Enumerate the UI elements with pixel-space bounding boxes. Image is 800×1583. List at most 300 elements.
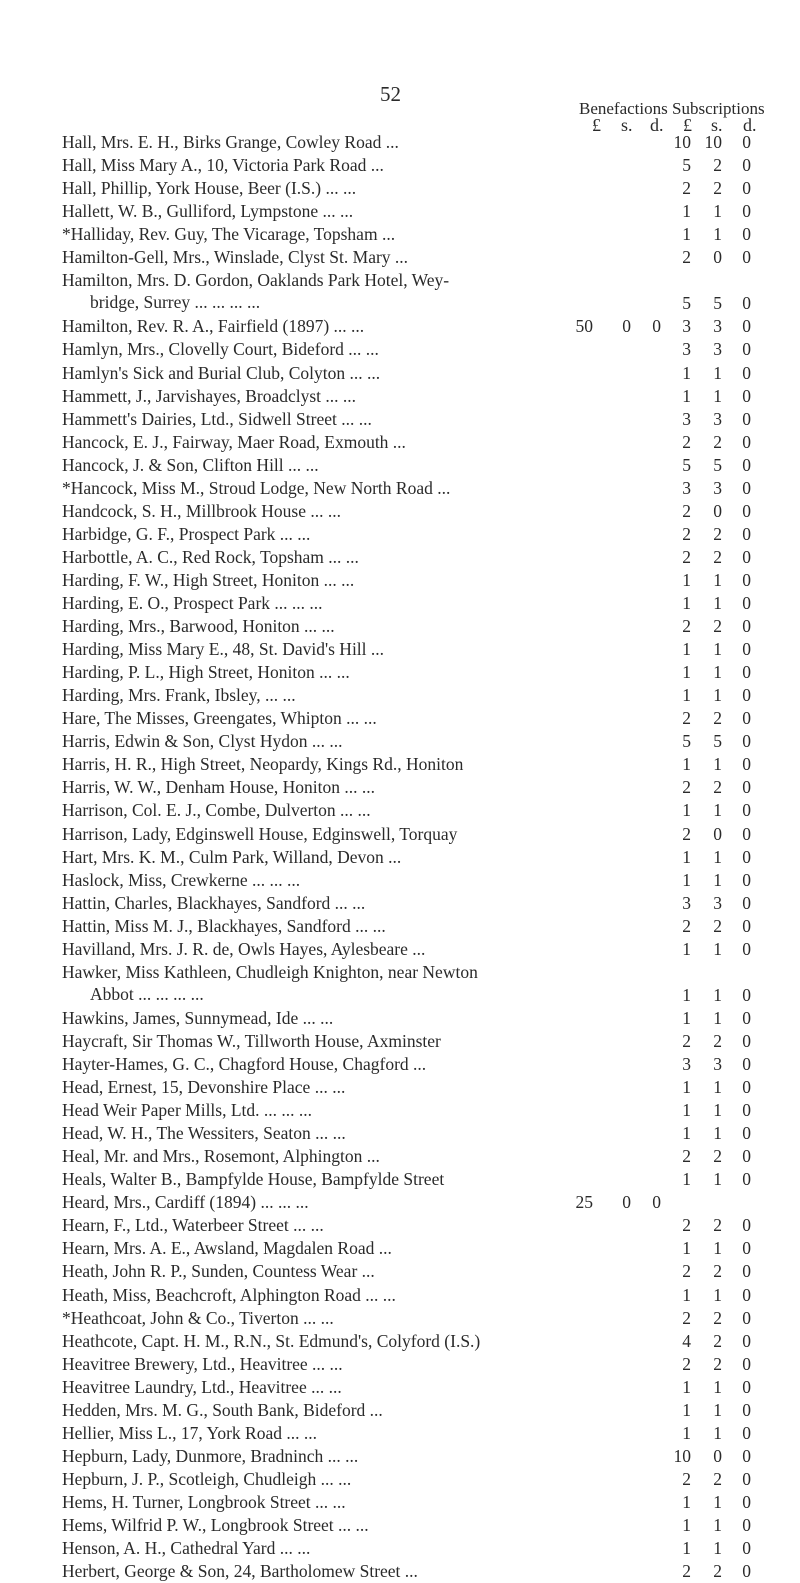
subscription-pence: 0 bbox=[742, 616, 751, 637]
subscription-pence: 0 bbox=[742, 1468, 751, 1489]
subscription-shillings: 1 bbox=[713, 362, 722, 383]
subscription-pounds: 2 bbox=[682, 777, 691, 798]
subscription-pounds: 2 bbox=[682, 1468, 691, 1489]
subscription-pounds: 2 bbox=[682, 1353, 691, 1374]
subscription-pence: 0 bbox=[742, 915, 751, 936]
subscription-shillings: 1 bbox=[713, 1169, 722, 1190]
subscription-pounds: 3 bbox=[682, 1054, 691, 1074]
subscription-shillings: 1 bbox=[713, 201, 722, 222]
subscription-pounds: 2 bbox=[682, 915, 691, 936]
entry-name: Hattin, Miss M. J., Blackhayes, Sandford ... ... bbox=[62, 915, 386, 936]
table-row bbox=[0, 730, 800, 753]
entry-name: Handcock, S. H., Millbrook House ... ... bbox=[62, 500, 342, 521]
subscription-pounds: 1 bbox=[682, 1169, 691, 1190]
subscription-shillings: 2 bbox=[713, 1146, 722, 1167]
subscription-pence: 0 bbox=[742, 1215, 751, 1236]
table-row bbox=[0, 223, 800, 246]
subscription-shillings: 0 bbox=[713, 823, 722, 844]
subscription-pounds: 5 bbox=[682, 293, 691, 314]
subscription-shillings: 1 bbox=[713, 224, 722, 245]
subscription-pence: 0 bbox=[742, 1261, 751, 1282]
subscription-pence: 0 bbox=[742, 1146, 751, 1167]
entry-name: Heathcote, Capt. H. M., R.N., St. Edmund's, Colyford (I.S.) bbox=[62, 1330, 481, 1351]
entry-name: Harding, F. W., High Street, Honiton ... ... bbox=[62, 569, 355, 590]
entry-name: Heard, Mrs., Cardiff (1894) ... ... ... bbox=[62, 1192, 309, 1213]
table-row bbox=[0, 1376, 800, 1399]
entry-name: Harbottle, A. C., Red Rock, Topsham ... ... bbox=[62, 546, 359, 567]
subscription-shillings: 3 bbox=[713, 477, 722, 498]
subscription-shillings: 1 bbox=[713, 685, 722, 706]
subscription-pence: 0 bbox=[742, 1169, 751, 1190]
entry-name: Hamlyn's Sick and Burial Club, Colyton ... ... bbox=[62, 362, 381, 383]
table-row bbox=[0, 1076, 800, 1099]
table-row bbox=[0, 454, 800, 477]
subscription-shillings: 1 bbox=[713, 1399, 722, 1420]
subscription-pence: 0 bbox=[742, 1284, 751, 1305]
entry-name: Hancock, J. & Son, Clifton Hill ... ... bbox=[62, 454, 319, 475]
subscription-pence: 0 bbox=[742, 1030, 751, 1051]
subscription-pounds: 1 bbox=[682, 1007, 691, 1028]
subscription-pence: 0 bbox=[742, 846, 751, 867]
subscription-shillings: 1 bbox=[713, 1515, 722, 1535]
subscription-pounds: 2 bbox=[682, 523, 691, 544]
entry-name: Hancock, E. J., Fairway, Maer Road, Exmouth ... bbox=[62, 431, 406, 452]
subscription-pence: 0 bbox=[742, 639, 751, 660]
subscription-shillings: 3 bbox=[713, 316, 722, 337]
entry-name: Hare, The Misses, Greengates, Whipton ... ... bbox=[62, 708, 377, 729]
table-row bbox=[0, 1560, 800, 1583]
subscription-shillings: 2 bbox=[713, 546, 722, 567]
subscription-pence: 0 bbox=[742, 823, 751, 844]
table-row bbox=[0, 1145, 800, 1168]
unit-shillings-subscriptions: s. bbox=[711, 115, 723, 135]
subscription-shillings: 2 bbox=[713, 915, 722, 936]
entry-name: Hedden, Mrs. M. G., South Bank, Bideford ... bbox=[62, 1399, 383, 1420]
subscription-pounds: 1 bbox=[682, 938, 691, 959]
subscription-shillings: 2 bbox=[713, 431, 722, 452]
table-row bbox=[0, 1260, 800, 1283]
table-row bbox=[0, 1445, 800, 1468]
subscription-pence: 0 bbox=[742, 362, 751, 383]
subscription-pounds: 1 bbox=[682, 1538, 691, 1559]
subscription-pence: 0 bbox=[742, 1491, 751, 1512]
entry-name: Hall, Miss Mary A., 10, Victoria Park Road ... bbox=[62, 155, 384, 176]
table-row bbox=[0, 1422, 800, 1445]
entry-name: Head, Ernest, 15, Devonshire Place ... ... bbox=[62, 1077, 346, 1098]
subscription-shillings: 2 bbox=[713, 1468, 722, 1489]
subscription-pounds: 3 bbox=[682, 339, 691, 360]
table-row bbox=[0, 753, 800, 776]
subscription-shillings: 1 bbox=[713, 1007, 722, 1028]
subscription-shillings: 2 bbox=[713, 616, 722, 637]
subscription-shillings: 2 bbox=[713, 1307, 722, 1328]
entry-name: Haslock, Miss, Crewkerne ... ... ... bbox=[62, 869, 301, 890]
subscription-pence: 0 bbox=[742, 1538, 751, 1559]
table-row bbox=[0, 823, 800, 846]
subscription-pence: 0 bbox=[742, 224, 751, 245]
subscription-shillings: 1 bbox=[713, 846, 722, 867]
subscription-pence: 0 bbox=[742, 800, 751, 821]
entry-name: Hamilton-Gell, Mrs., Winslade, Clyst St. Mary ... bbox=[62, 247, 409, 268]
subscription-shillings: 1 bbox=[713, 1376, 722, 1397]
subscription-pounds: 2 bbox=[682, 178, 691, 199]
subscription-shillings: 5 bbox=[713, 731, 722, 752]
subscription-shillings: 1 bbox=[713, 1284, 722, 1305]
subscription-shillings: 3 bbox=[713, 1054, 722, 1074]
entry-name: Hepburn, Lady, Dunmore, Bradninch ... ... bbox=[62, 1445, 359, 1466]
subscription-pounds: 2 bbox=[682, 1307, 691, 1328]
table-row bbox=[0, 1537, 800, 1560]
subscription-pounds: 1 bbox=[682, 1515, 691, 1535]
table-row bbox=[0, 315, 800, 338]
subscription-pence: 0 bbox=[742, 777, 751, 798]
table-row bbox=[0, 661, 800, 684]
table-row bbox=[0, 408, 800, 431]
entry-name: Harding, E. O., Prospect Park ... ... ... bbox=[62, 593, 323, 613]
subscription-pence: 0 bbox=[742, 754, 751, 775]
entry-name: Heavitree Laundry, Ltd., Heavitree ... ... bbox=[62, 1376, 342, 1397]
subscription-pounds: 3 bbox=[682, 477, 691, 498]
subscription-pence: 0 bbox=[742, 431, 751, 452]
subscription-pence: 0 bbox=[742, 938, 751, 959]
subscription-pounds: 1 bbox=[682, 1376, 691, 1397]
table-row bbox=[0, 1053, 800, 1076]
subscription-pounds: 2 bbox=[682, 546, 691, 567]
entry-name: Harris, H. R., High Street, Neopardy, Kings Rd., Honiton bbox=[62, 754, 464, 775]
subscription-pence: 0 bbox=[742, 569, 751, 590]
entry-name: Hamlyn, Mrs., Clovelly Court, Bideford ... ... bbox=[62, 339, 379, 360]
table-row bbox=[0, 1353, 800, 1376]
subscription-shillings: 1 bbox=[713, 1077, 722, 1098]
unit-pound-subscriptions: £ bbox=[683, 115, 692, 135]
entry-name: Havilland, Mrs. J. R. de, Owls Hayes, Aylesbeare ... bbox=[62, 938, 426, 959]
subscription-pence: 0 bbox=[742, 1376, 751, 1397]
subscription-pounds: 10 bbox=[673, 132, 691, 152]
subscription-pounds: 1 bbox=[682, 869, 691, 890]
entry-name: Harris, W. W., Denham House, Honiton ... ... bbox=[62, 777, 376, 798]
entry-name: Hallett, W. B., Gulliford, Lympstone ... ... bbox=[62, 201, 354, 222]
benefaction-shillings: 0 bbox=[622, 1192, 631, 1213]
subscription-shillings: 1 bbox=[713, 639, 722, 660]
entry-name: Hawkins, James, Sunnymead, Ide ... ... bbox=[62, 1007, 334, 1028]
table-row bbox=[0, 177, 800, 200]
subscription-shillings: 0 bbox=[713, 247, 722, 268]
subscription-shillings: 5 bbox=[713, 293, 722, 314]
table-row bbox=[0, 569, 800, 592]
entry-name: Harrison, Lady, Edginswell House, Edginswell, Torquay bbox=[62, 823, 458, 844]
entry-name: *Halliday, Rev. Guy, The Vicarage, Topsham ... bbox=[62, 224, 396, 245]
subscription-pence: 0 bbox=[742, 247, 751, 268]
subscription-pounds: 5 bbox=[682, 454, 691, 475]
entry-name: Harrison, Col. E. J., Combe, Dulverton ... ... bbox=[62, 800, 371, 821]
subscription-shillings: 2 bbox=[713, 1215, 722, 1236]
entry-name: Heal, Mr. and Mrs., Rosemont, Alphington ... bbox=[62, 1146, 380, 1167]
subscription-pence: 0 bbox=[742, 662, 751, 683]
table-row bbox=[0, 592, 800, 615]
subscription-pounds: 1 bbox=[682, 984, 691, 1005]
subscription-pence: 0 bbox=[742, 293, 751, 314]
table-row bbox=[0, 1330, 800, 1353]
subscription-pounds: 1 bbox=[682, 1100, 691, 1121]
subscription-pence: 0 bbox=[742, 454, 751, 475]
subscription-pounds: 1 bbox=[682, 1284, 691, 1305]
entry-name: Head Weir Paper Mills, Ltd. ... ... ... bbox=[62, 1100, 313, 1121]
subscription-pounds: 2 bbox=[682, 1030, 691, 1051]
subscription-pounds: 2 bbox=[682, 823, 691, 844]
subscription-pounds: 2 bbox=[682, 616, 691, 637]
subscription-shillings: 1 bbox=[713, 800, 722, 821]
subscription-shillings: 1 bbox=[713, 662, 722, 683]
subscription-pounds: 3 bbox=[682, 892, 691, 913]
entry-name: Hart, Mrs. K. M., Culm Park, Willand, Devon ... bbox=[62, 846, 402, 867]
subscription-pounds: 1 bbox=[682, 1238, 691, 1259]
table-row bbox=[0, 1191, 800, 1214]
subscription-pence: 0 bbox=[742, 316, 751, 337]
subscription-shillings: 5 bbox=[713, 454, 722, 475]
subscription-shillings: 1 bbox=[713, 593, 722, 613]
subscription-pence: 0 bbox=[742, 201, 751, 222]
benefaction-pounds: 50 bbox=[575, 316, 593, 337]
entry-name: Harding, Miss Mary E., 48, St. David's Hill ... bbox=[62, 639, 385, 660]
benefaction-pounds: 25 bbox=[575, 1192, 593, 1213]
subscription-shillings: 3 bbox=[713, 339, 722, 360]
subscription-pounds: 1 bbox=[682, 593, 691, 613]
table-row bbox=[0, 938, 800, 961]
subscription-pounds: 5 bbox=[682, 155, 691, 176]
table-row bbox=[0, 638, 800, 661]
subscription-pounds: 2 bbox=[682, 431, 691, 452]
subscription-pence: 0 bbox=[742, 708, 751, 729]
entry-name: Haycraft, Sir Thomas W., Tillworth House, Axminster bbox=[62, 1030, 441, 1051]
subscription-shillings: 2 bbox=[713, 178, 722, 199]
subscription-shillings: 1 bbox=[713, 1238, 722, 1259]
subscription-pounds: 2 bbox=[682, 1561, 691, 1582]
subscription-pounds: 2 bbox=[682, 1215, 691, 1236]
entry-name: Hearn, F., Ltd., Waterbeer Street ... ... bbox=[62, 1215, 324, 1236]
table-row bbox=[0, 1237, 800, 1260]
subscription-shillings: 1 bbox=[713, 754, 722, 775]
subscription-pence: 0 bbox=[742, 1307, 751, 1328]
table-row bbox=[0, 1122, 800, 1145]
entry-name: Heath, Miss, Beachcroft, Alphington Road ... ... bbox=[62, 1284, 396, 1305]
table-row bbox=[0, 846, 800, 869]
table-row bbox=[0, 1030, 800, 1053]
entry-name: Henson, A. H., Cathedral Yard ... ... bbox=[62, 1538, 311, 1559]
subscription-pence: 0 bbox=[742, 1007, 751, 1028]
entry-name: Hattin, Charles, Blackhayes, Sandford ... ... bbox=[62, 892, 366, 913]
entry-name: Harris, Edwin & Son, Clyst Hydon ... ... bbox=[62, 731, 343, 752]
subscription-shillings: 10 bbox=[704, 132, 722, 152]
subscription-pence: 0 bbox=[742, 593, 751, 613]
subscriptions-header: Subscriptions bbox=[672, 99, 765, 118]
subscription-pounds: 1 bbox=[682, 385, 691, 406]
entry-name: *Heathcoat, John & Co., Tiverton ... ... bbox=[62, 1307, 334, 1328]
subscription-pence: 0 bbox=[742, 500, 751, 521]
subscription-pounds: 5 bbox=[682, 731, 691, 752]
subscription-pounds: 1 bbox=[682, 224, 691, 245]
subscription-pence: 0 bbox=[742, 685, 751, 706]
page-number: 52 bbox=[380, 82, 401, 106]
table-row bbox=[0, 431, 800, 454]
table-row bbox=[0, 1284, 800, 1307]
subscription-pounds: 1 bbox=[682, 800, 691, 821]
benefaction-pence: 0 bbox=[652, 316, 661, 337]
subscription-pence: 0 bbox=[742, 1422, 751, 1443]
subscription-shillings: 1 bbox=[713, 1422, 722, 1443]
table-row bbox=[0, 154, 800, 177]
subscription-pence: 0 bbox=[742, 731, 751, 752]
table-row bbox=[0, 776, 800, 799]
subscription-shillings: 1 bbox=[713, 869, 722, 890]
subscription-pounds: 1 bbox=[682, 685, 691, 706]
table-row bbox=[0, 269, 800, 314]
subscription-pounds: 4 bbox=[682, 1330, 691, 1351]
subscription-shillings: 2 bbox=[713, 1330, 722, 1351]
subscription-pounds: 1 bbox=[682, 1422, 691, 1443]
table-row bbox=[0, 523, 800, 546]
subscription-pence: 0 bbox=[742, 132, 751, 152]
table-row bbox=[0, 961, 800, 1005]
entry-name: *Hancock, Miss M., Stroud Lodge, New North Road ... bbox=[62, 477, 451, 498]
subscription-pence: 0 bbox=[742, 1445, 751, 1466]
subscription-pence: 0 bbox=[742, 1054, 751, 1074]
table-row bbox=[0, 546, 800, 569]
entry-name: Harding, Mrs., Barwood, Honiton ... ... bbox=[62, 616, 335, 637]
subscription-pence: 0 bbox=[742, 385, 751, 406]
entry-name: Head, W. H., The Wessiters, Seaton ... ... bbox=[62, 1123, 346, 1144]
entry-name: Hawker, Miss Kathleen, Chudleigh Knighton, near Newton bbox=[62, 961, 478, 982]
table-row bbox=[0, 200, 800, 223]
subscription-pence: 0 bbox=[742, 523, 751, 544]
unit-pence-subscriptions: d. bbox=[743, 115, 757, 135]
unit-pence-benefactions: d. bbox=[650, 115, 664, 135]
table-row bbox=[0, 246, 800, 269]
subscription-pence: 0 bbox=[742, 1515, 751, 1535]
benefaction-shillings: 0 bbox=[622, 316, 631, 337]
subscription-shillings: 1 bbox=[713, 1100, 722, 1121]
subscription-pounds: 1 bbox=[682, 569, 691, 590]
subscription-pence: 0 bbox=[742, 178, 751, 199]
entry-name: Hepburn, J. P., Scotleigh, Chudleigh ... ... bbox=[62, 1468, 352, 1489]
table-row bbox=[0, 615, 800, 638]
table-row bbox=[0, 338, 800, 361]
entry-name: Herbert, George & Son, 24, Bartholomew Street ... bbox=[62, 1561, 418, 1582]
table-row bbox=[0, 1007, 800, 1030]
entry-name: Hammett's Dairies, Ltd., Sidwell Street ... ... bbox=[62, 408, 372, 429]
table-row bbox=[0, 684, 800, 707]
subscription-pounds: 2 bbox=[682, 1261, 691, 1282]
subscription-pence: 0 bbox=[742, 408, 751, 429]
subscription-shillings: 2 bbox=[713, 1030, 722, 1051]
subscription-pounds: 1 bbox=[682, 662, 691, 683]
subscription-shillings: 3 bbox=[713, 408, 722, 429]
subscription-pounds: 1 bbox=[682, 846, 691, 867]
entry-name: Hall, Phillip, York House, Beer (I.S.) ... ... bbox=[62, 178, 357, 199]
subscription-shillings: 1 bbox=[713, 1123, 722, 1144]
subscription-pounds: 3 bbox=[682, 408, 691, 429]
subscription-shillings: 2 bbox=[713, 1261, 722, 1282]
subscription-pence: 0 bbox=[742, 1100, 751, 1121]
entry-name-continuation: bridge, Surrey ... ... ... ... bbox=[90, 292, 261, 313]
entry-name: Hamilton, Mrs. D. Gordon, Oaklands Park Hotel, Wey- bbox=[62, 270, 450, 291]
entry-name: Hamilton, Rev. R. A., Fairfield (1897) ... ... bbox=[62, 316, 365, 337]
subscription-pence: 0 bbox=[742, 1399, 751, 1420]
table-row bbox=[0, 799, 800, 822]
table-row bbox=[0, 707, 800, 730]
subscription-pounds: 10 bbox=[673, 1445, 691, 1466]
subscription-shillings: 0 bbox=[713, 1445, 722, 1466]
entry-name: Harding, Mrs. Frank, Ibsley, ... ... bbox=[62, 685, 296, 706]
subscription-shillings: 1 bbox=[713, 938, 722, 959]
subscription-pounds: 1 bbox=[682, 1491, 691, 1512]
subscription-pounds: 1 bbox=[682, 639, 691, 660]
subscription-shillings: 2 bbox=[713, 523, 722, 544]
subscription-pence: 0 bbox=[742, 869, 751, 890]
table-row bbox=[0, 869, 800, 892]
table-row bbox=[0, 1214, 800, 1237]
unit-shillings-benefactions: s. bbox=[621, 115, 633, 135]
subscription-shillings: 2 bbox=[713, 155, 722, 176]
table-row bbox=[0, 1168, 800, 1191]
entry-name-continuation: Abbot ... ... ... ... bbox=[90, 983, 204, 1004]
subscription-shillings: 2 bbox=[713, 1561, 722, 1582]
subscription-pence: 0 bbox=[742, 1353, 751, 1374]
table-row bbox=[0, 131, 800, 154]
entry-name: Hems, Wilfrid P. W., Longbrook Street ... ... bbox=[62, 1515, 369, 1535]
subscription-shillings: 1 bbox=[713, 569, 722, 590]
subscription-shillings: 1 bbox=[713, 984, 722, 1005]
subscription-shillings: 1 bbox=[713, 385, 722, 406]
subscription-pence: 0 bbox=[742, 1238, 751, 1259]
table-row bbox=[0, 1099, 800, 1122]
subscription-shillings: 1 bbox=[713, 1538, 722, 1559]
table-row bbox=[0, 915, 800, 938]
subscription-pounds: 2 bbox=[682, 1146, 691, 1167]
subscription-pence: 0 bbox=[742, 339, 751, 360]
table-row bbox=[0, 477, 800, 500]
unit-pound-benefactions: £ bbox=[592, 115, 601, 135]
entry-name: Hems, H. Turner, Longbrook Street ... ... bbox=[62, 1491, 346, 1512]
subscription-shillings: 2 bbox=[713, 777, 722, 798]
subscription-pounds: 1 bbox=[682, 1399, 691, 1420]
table-row bbox=[0, 1399, 800, 1422]
subscription-pence: 0 bbox=[742, 892, 751, 913]
table-row bbox=[0, 1491, 800, 1514]
table-row bbox=[0, 385, 800, 408]
subscription-pence: 0 bbox=[742, 1561, 751, 1582]
entry-name: Harbidge, G. F., Prospect Park ... ... bbox=[62, 523, 311, 544]
table-row bbox=[0, 1307, 800, 1330]
table-row bbox=[0, 500, 800, 523]
table-row bbox=[0, 362, 800, 385]
subscription-pounds: 1 bbox=[682, 754, 691, 775]
subscription-pounds: 1 bbox=[682, 201, 691, 222]
entry-name: Hellier, Miss L., 17, York Road ... ... bbox=[62, 1422, 317, 1443]
table-row bbox=[0, 892, 800, 915]
table-row bbox=[0, 1468, 800, 1491]
entry-name: Hammett, J., Jarvishayes, Broadclyst ... ... bbox=[62, 385, 357, 406]
subscription-pounds: 1 bbox=[682, 1077, 691, 1098]
subscription-pence: 0 bbox=[742, 155, 751, 176]
subscription-shillings: 3 bbox=[713, 892, 722, 913]
entry-name: Heavitree Brewery, Ltd., Heavitree ... ... bbox=[62, 1353, 343, 1374]
entry-name: Hayter-Hames, G. C., Chagford House, Chagford ... bbox=[62, 1054, 427, 1074]
subscription-shillings: 0 bbox=[713, 500, 722, 521]
subscription-shillings: 2 bbox=[713, 708, 722, 729]
subscription-shillings: 2 bbox=[713, 1353, 722, 1374]
subscription-shillings: 1 bbox=[713, 1491, 722, 1512]
subscription-pence: 0 bbox=[742, 477, 751, 498]
